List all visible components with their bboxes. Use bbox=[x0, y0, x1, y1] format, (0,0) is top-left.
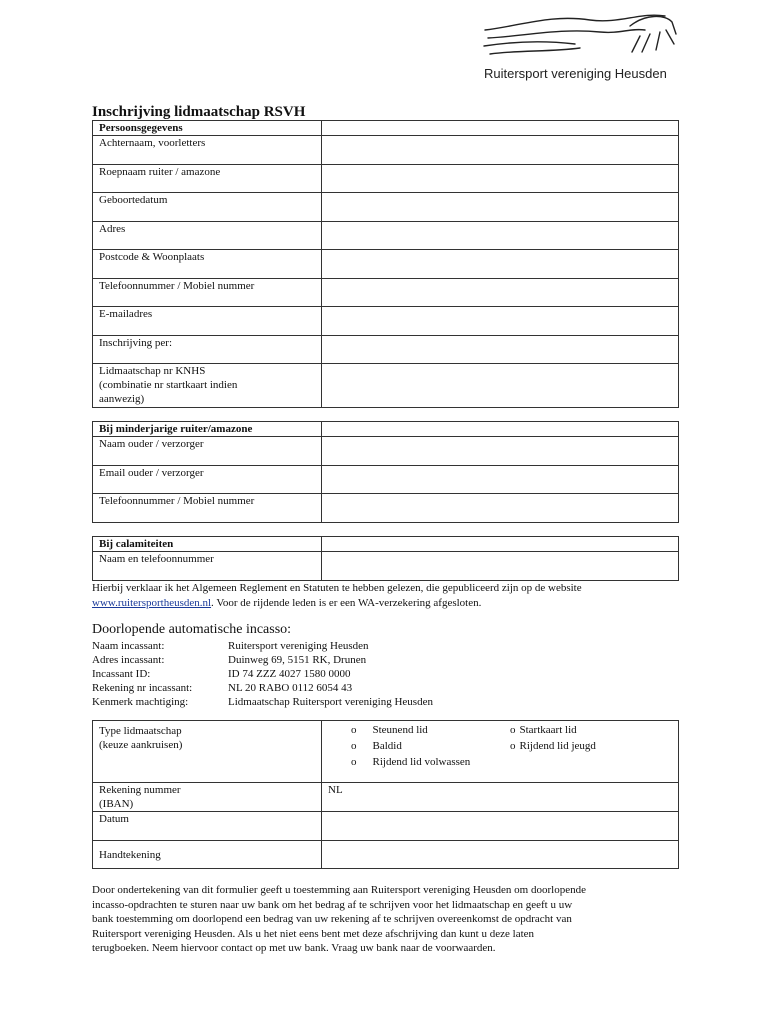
date-label: Datum bbox=[93, 812, 322, 841]
checkbox-icon: o bbox=[510, 740, 516, 752]
field-input[interactable] bbox=[322, 136, 679, 165]
checkbox-icon: o bbox=[510, 724, 516, 736]
date-input[interactable] bbox=[322, 812, 679, 841]
field-label: Telefoonnummer / Mobiel nummer bbox=[93, 279, 322, 307]
iban-label: Rekening nummer (IBAN) bbox=[93, 783, 322, 812]
field-input[interactable] bbox=[322, 193, 679, 222]
logo-text: Ruitersport vereniging Heusden bbox=[484, 66, 667, 81]
iban-input[interactable]: NL bbox=[322, 783, 679, 812]
field-input[interactable] bbox=[322, 307, 679, 336]
incasso-heading: Doorlopende automatische incasso: bbox=[92, 622, 292, 637]
minor-table bbox=[92, 421, 679, 523]
field-label: Naam ouder / verzorger bbox=[93, 437, 322, 466]
field-label: Telefoonnummer / Mobiel nummer bbox=[93, 494, 322, 523]
field-label: Adres bbox=[93, 222, 322, 250]
emergency-header: Bij calamiteiten bbox=[93, 537, 322, 552]
checkbox-icon: o bbox=[351, 740, 357, 752]
option-rijdend-jeugd[interactable]: o Rijdend lid jeugd bbox=[510, 740, 596, 752]
emergency-table bbox=[92, 536, 679, 581]
option-baldid[interactable]: o Baldid bbox=[351, 740, 402, 752]
field-input[interactable] bbox=[322, 222, 679, 250]
incasso-details: Naam incassant: Ruitersport vereniging Heusden Adres incassant: Duinweg 69, 5151 RK, Drunen Incassant ID: ID 74 ZZZ 4027 1580 0000 Rekening nr incassant: NL 20 RABO 0112 6054 43 Kenmerk machtiging: Lidmaatschap Ruitersport vereniging Heusden bbox=[92, 640, 433, 708]
knhs-label: Lidmaatschap nr KNHS (combinatie nr startkaart indien aanwezig) bbox=[93, 364, 322, 408]
field-input[interactable] bbox=[322, 336, 679, 364]
personal-table bbox=[92, 120, 679, 408]
field-input[interactable] bbox=[322, 437, 679, 466]
option-startkaart[interactable]: o Startkaart lid bbox=[510, 724, 577, 736]
field-input[interactable] bbox=[322, 250, 679, 279]
option-steunend[interactable]: o Steunend lid bbox=[351, 724, 428, 736]
option-rijdend-volwassen[interactable]: o Rijdend lid volwassen bbox=[351, 756, 471, 768]
checkbox-icon: o bbox=[351, 724, 357, 736]
field-input[interactable] bbox=[322, 552, 679, 581]
declaration: Hierbij verklaar ik het Algemeen Reglement en Statuten te hebben gelezen, die gepubliceerd zijn op de website www.ruitersportheusden.nl. Voor de rijdende leden is er een WA-verzekering afgesloten. bbox=[92, 582, 582, 609]
field-input[interactable] bbox=[322, 466, 679, 494]
field-label: E-mailadres bbox=[93, 307, 322, 336]
field-label: Postcode & Woonplaats bbox=[93, 250, 322, 279]
checkbox-icon: o bbox=[351, 756, 357, 768]
field-label: Roepnaam ruiter / amazone bbox=[93, 165, 322, 193]
field-input[interactable] bbox=[322, 494, 679, 523]
field-label: Inschrijving per: bbox=[93, 336, 322, 364]
field-label: Email ouder / verzorger bbox=[93, 466, 322, 494]
footer-text: Door ondertekening van dit formulier geeft u toestemming aan Ruitersport vereniging Heusden om doorlopende incasso-opdrachten te sturen naar uw bank om het bedrag af te schrijven voor het lidmaatschap en geeft u uw bank toestemming om doorlopend een bedrag van uw rekening af te schrijven overeenkomst de opdracht van Ruitersport vereniging Heusden. Als u het niet eens bent met deze afschrijving dan kunt u deze laten terugboeken. Neem hiervoor contact op met uw bank. Vraag uw bank naar de voorwaarden. bbox=[92, 884, 586, 954]
field-input[interactable] bbox=[322, 364, 679, 408]
field-input[interactable] bbox=[322, 165, 679, 193]
type-label: Type lidmaatschap (keuze aankruisen) bbox=[93, 721, 322, 783]
personal-header: Persoonsgegevens bbox=[93, 121, 322, 136]
field-label: Naam en telefoonnummer bbox=[93, 552, 322, 581]
minor-header: Bij minderjarige ruiter/amazone bbox=[93, 422, 322, 437]
field-label: Achternaam, voorletters bbox=[93, 136, 322, 165]
website-link[interactable]: www.ruitersportheusden.nl bbox=[92, 596, 212, 609]
field-label: Geboortedatum bbox=[93, 193, 322, 222]
field-input[interactable] bbox=[322, 279, 679, 307]
signature-label: Handtekening bbox=[93, 841, 322, 869]
page-title: Inschrijving lidmaatschap RSVH bbox=[92, 104, 306, 120]
signature-input[interactable] bbox=[322, 841, 679, 869]
